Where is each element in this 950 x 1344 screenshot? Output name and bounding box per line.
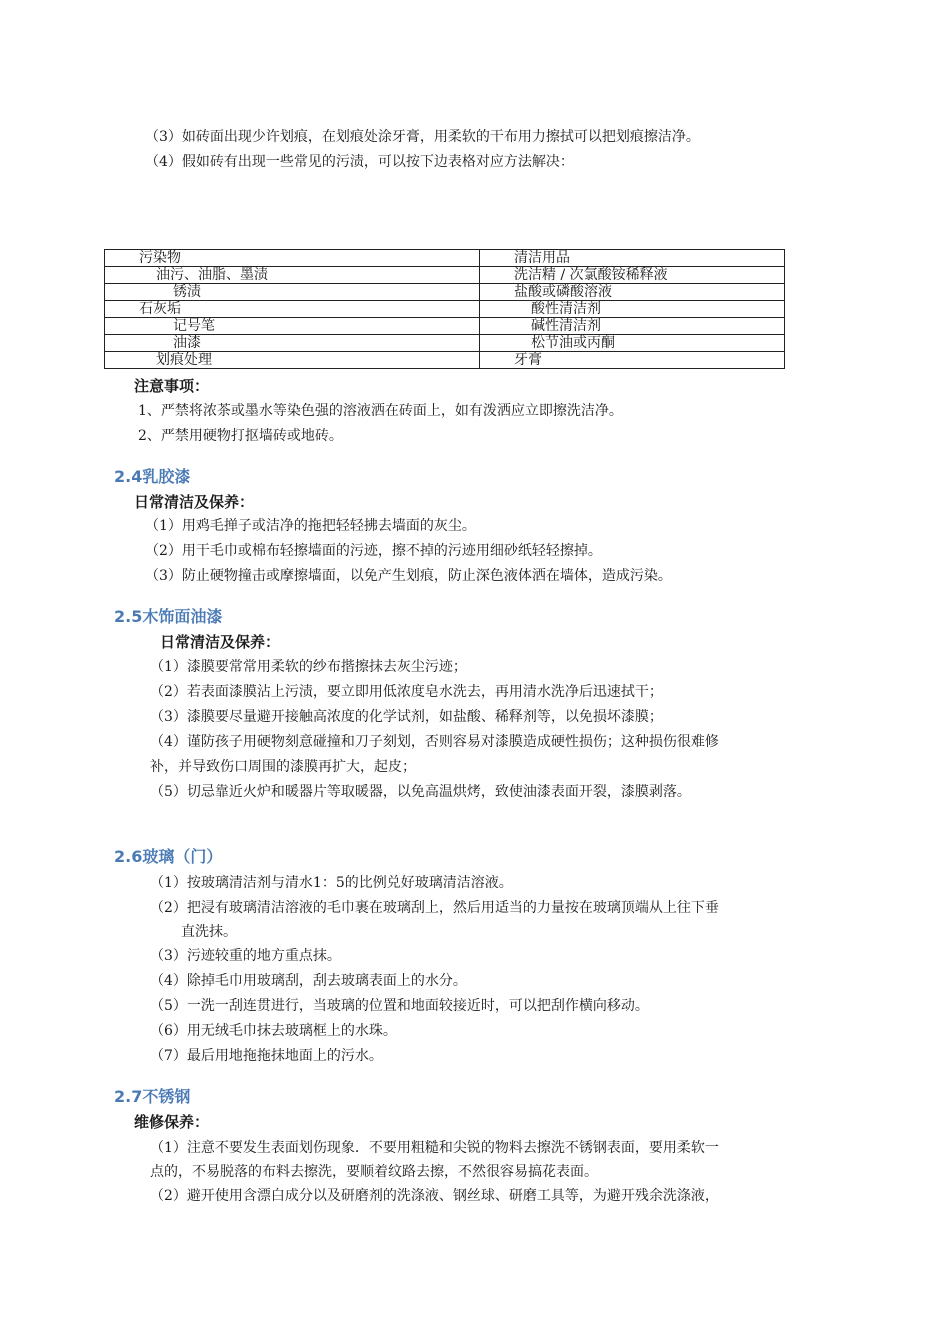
table-cell-cleaner: 碱性清洁剂 (480, 318, 785, 335)
list-item: （1）按玻璃清洁剂与清水1：5的比例兑好玻璃清洁溶液。 (150, 875, 513, 891)
list-item: （1）用鸡毛掸子或洁净的拖把轻轻拂去墙面的灰尘。 (145, 518, 476, 534)
table-cell-stain: 油漆 (105, 335, 480, 352)
section-heading-wood-finish: 2.5木饰面油漆 (114, 607, 223, 626)
subheading-maintenance: 维修保养： (134, 1113, 210, 1131)
list-item: （1）注意不要发生表面划伤现象．不要用粗糙和尖锐的物料去擦洗不锈钢表面，要用柔软一 (150, 1140, 719, 1156)
list-item: （5）一洗一刮连贯进行，当玻璃的位置和地面较接近时，可以把刮作横向移动。 (150, 998, 649, 1014)
table-row (105, 267, 785, 284)
intro-item-4: （4）假如砖有出现一些常见的污渍，可以按下边表格对应方法解决： (145, 154, 574, 170)
list-item: （2）把浸有玻璃清洁溶液的毛巾裹在玻璃刮上，然后用适当的力量按在玻璃顶端从上往下垂 (150, 900, 719, 916)
table-cell-cleaner: 盐酸或磷酸溶液 (480, 284, 785, 301)
section-heading-glass-door: 2.6玻璃（门） (114, 847, 223, 866)
list-item: （2）若表面漆膜沾上污渍，要立即用低浓度皂水洗去，再用清水洗净后迅速拭干； (150, 684, 663, 700)
table-row (105, 335, 785, 352)
list-item: （3）防止硬物撞击或摩擦墙面，以免产生划痕，防止深色液体洒在墙体，造成污染。 (145, 568, 672, 584)
list-item: （4）除掉毛巾用玻璃刮，刮去玻璃表面上的水分。 (150, 973, 467, 989)
table-row (105, 284, 785, 301)
note-item: 2、严禁用硬物打抠墙砖或地砖。 (138, 428, 343, 444)
table-cell-cleaner: 牙膏 (480, 352, 785, 369)
list-item: （3）漆膜要尽量避开接触高浓度的化学试剂，如盐酸、稀释剂等，以免损坏漆膜； (150, 709, 663, 725)
list-item: （2）用干毛巾或棉布轻擦墙面的污迹，擦不掉的污迹用细砂纸轻轻擦掉。 (145, 543, 602, 559)
list-item: （6）用无绒毛巾抹去玻璃框上的水珠。 (150, 1023, 397, 1039)
list-item: （7）最后用地拖拖抹地面上的污水。 (150, 1048, 383, 1064)
stain-cleaning-table (104, 249, 785, 369)
subheading-daily-care: 日常清洁及保养： (160, 633, 281, 651)
subheading-daily-care: 日常清洁及保养： (134, 493, 255, 511)
table-row (105, 301, 785, 318)
list-item: （4）谨防孩子用硬物刻意碰撞和刀子刻划，否则容易对漆膜造成硬性损伤；这种损伤很难修 (150, 734, 719, 750)
list-item: （2）避开使用含漂白成分以及研磨剂的洗涤液、钢丝球、研磨工具等，为避开残余洗涤液， (150, 1188, 719, 1204)
table-cell-cleaner: 洗洁精 / 次氯酸铵稀释液 (480, 267, 785, 284)
list-item: （1）漆膜要常常用柔软的纱布揩擦抹去灰尘污迹； (150, 659, 467, 675)
table-cell-stain: 油污、油脂、墨渍 (105, 267, 480, 284)
section-heading-stainless-steel: 2.7不锈钢 (114, 1087, 191, 1106)
table-cell-cleaner: 松节油或丙酮 (480, 335, 785, 352)
notes-title: 注意事项： (134, 377, 210, 395)
table-row (105, 318, 785, 335)
table-cell-stain: 石灰垢 (105, 301, 480, 318)
list-item: （5）切忌靠近火炉和暖器片等取暖器，以免高温烘烤，致使油漆表面开裂，漆膜剥落。 (150, 784, 691, 800)
table-cell-stain: 锈渍 (105, 284, 480, 301)
intro-item-3: （3）如砖面出现少许划痕，在划痕处涂牙膏，用柔软的干布用力擦拭可以把划痕擦洁净。 (145, 129, 700, 145)
table-cell-stain: 划痕处理 (105, 352, 480, 369)
note-item: 1、严禁将浓茶或墨水等染色强的溶液洒在砖面上，如有泼洒应立即擦洗洁净。 (138, 403, 623, 419)
table-header-cell: 清洁用品 (480, 250, 785, 267)
table-cell-cleaner: 酸性清洁剂 (480, 301, 785, 318)
table-header-cell: 污染物 (105, 250, 480, 267)
list-item-continued: 直洗抹。 (181, 924, 237, 940)
list-item: （3）污迹较重的地方重点抹。 (150, 948, 341, 964)
table-row (105, 352, 785, 369)
table-header-row (105, 250, 785, 267)
table-cell-stain: 记号笔 (105, 318, 480, 335)
section-heading-latex-paint: 2.4乳胶漆 (114, 467, 191, 486)
list-item-continued: 点的，不易脱落的布料去擦洗，要顺着纹路去擦，不然很容易搞花表面。 (150, 1164, 598, 1180)
list-item-continued: 补，并导致伤口周围的漆膜再扩大，起皮； (150, 759, 416, 775)
